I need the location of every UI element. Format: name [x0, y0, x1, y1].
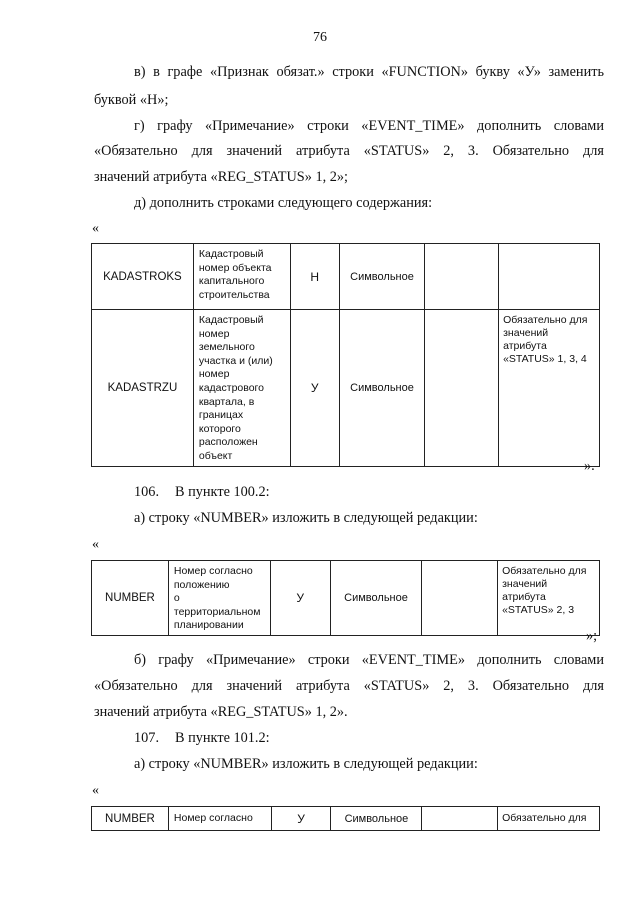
table-1-cell-description: Кадастровый номер земельного участка и (или) номер кадастрового квартала, в границах которого расположен объект: [193, 310, 290, 467]
table-3-cell-extra: [422, 807, 498, 831]
para-g-line1: г) графу «Примечание» строки «EVENT_TIME» дополнить словами: [134, 118, 604, 134]
para-b-line1: б) графу «Примечание» строки «EVENT_TIME» дополнить словами: [134, 652, 604, 668]
table-1-cell-type: Символьное: [339, 244, 425, 310]
table-1-cell-extra: [425, 244, 499, 310]
close-quote-1: ».: [584, 458, 595, 474]
table-1-cell-code: KADASTRZU: [92, 310, 194, 467]
table-1-cell-note: [499, 244, 600, 310]
table-1-cell-code: KADASTROKS: [92, 244, 194, 310]
item-107-sub-a: а) строку «NUMBER» изложить в следующей редакции:: [134, 756, 478, 772]
table-1-cell-note: Обязательно для значений атрибута «STATUS» 1, 3, 4: [499, 310, 600, 467]
table-1-cell-flag: У: [290, 310, 339, 467]
page-number: 76: [313, 30, 327, 45]
table-3-row-number: [92, 807, 600, 831]
table-3: [91, 806, 600, 831]
item-107-number: 107.: [134, 730, 160, 746]
item-106-sub-a: а) строку «NUMBER» изложить в следующей редакции:: [134, 510, 478, 526]
table-1-row-kadastrzu: [92, 310, 600, 467]
table-3-cell-note: Обязательно для: [498, 807, 600, 831]
table-2-cell-flag: У: [270, 561, 330, 636]
para-b-line2: «Обязательно для значений атрибута «STATUS» 2, 3. Обязательно для: [94, 678, 604, 694]
table-3-cell-flag: У: [271, 807, 331, 831]
table-3-cell-description: Номер согласно: [168, 807, 271, 831]
para-g-line3: значений атрибута «REG_STATUS» 1, 2»;: [94, 169, 349, 185]
table-1-cell-extra: [425, 310, 499, 467]
table-1-cell-description: Кадастровый номер объекта капитального строительства: [193, 244, 290, 310]
item-106-text: В пункте 100.2:: [175, 484, 270, 500]
table-1: [91, 243, 600, 467]
table-1-row-kadastroks: [92, 244, 600, 310]
table-2-cell-extra: [422, 561, 498, 636]
table-3-cell-type: Символьное: [331, 807, 422, 831]
para-d: д) дополнить строками следующего содержания:: [134, 195, 433, 211]
open-quote-2: «: [92, 537, 99, 552]
item-106-number: 106.: [134, 484, 160, 500]
para-g-line2: «Обязательно для значений атрибута «STATUS» 2, 3. Обязательно для: [94, 143, 604, 159]
table-2-row-number: [92, 561, 600, 636]
table-1-cell-type: Символьное: [339, 310, 425, 467]
open-quote-1: «: [92, 221, 99, 236]
para-b-line3: значений атрибута «REG_STATUS» 1, 2».: [94, 704, 348, 720]
close-quote-2: »;: [586, 628, 598, 644]
table-2: [91, 560, 600, 636]
table-1-cell-flag: Н: [290, 244, 339, 310]
table-2-cell-code: NUMBER: [92, 561, 169, 636]
para-v-line1: в) в графе «Признак обязат.» строки «FUNCTION» букву «У» заменить: [134, 64, 604, 80]
table-2-cell-description: Номер согласно положению о территориальном планировании: [168, 561, 270, 636]
para-v-line2: буквой «Н»;: [94, 92, 169, 108]
item-107-text: В пункте 101.2:: [175, 730, 270, 746]
table-2-cell-note: Обязательно для значений атрибута «STATUS» 2, 3: [498, 561, 600, 636]
open-quote-3: «: [92, 783, 99, 798]
table-3-cell-code: NUMBER: [92, 807, 169, 831]
table-2-cell-type: Символьное: [330, 561, 422, 636]
